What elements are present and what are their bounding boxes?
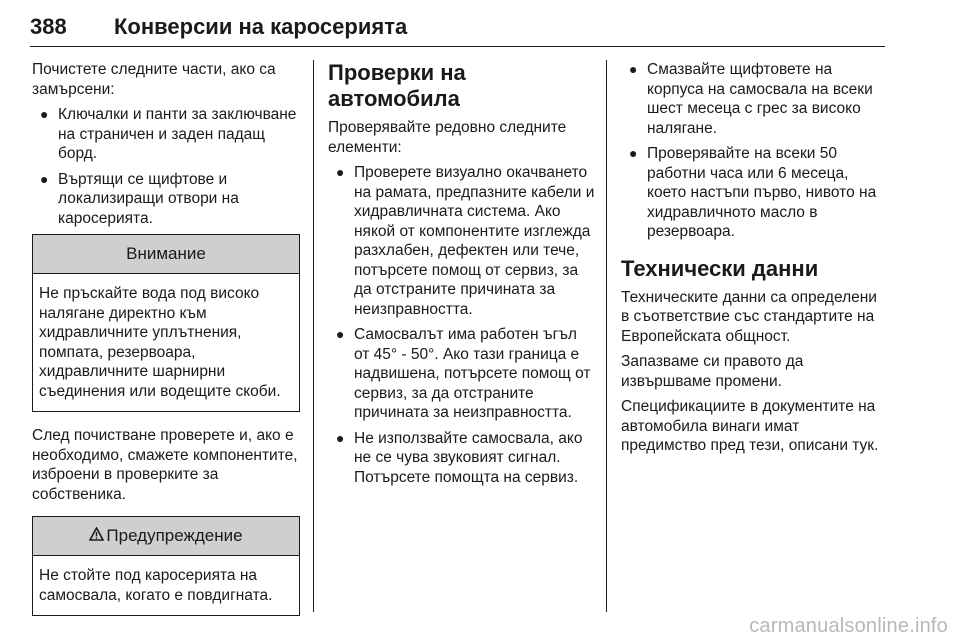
column-divider xyxy=(313,60,314,612)
page-title: Конверсии на каросерията xyxy=(114,14,408,39)
list-item xyxy=(328,325,596,423)
warning-triangle-icon xyxy=(89,518,104,556)
after-cleaning-text: След почистване проверете и, ако е необходимо, смажете компонентите, изброени в проверките за собственика. xyxy=(32,427,298,503)
list-item-text: Смазвайте щифтовете на корпуса на самосвала на всеки шест месеца с грес за високо налягане. xyxy=(647,61,873,137)
tech-data-paragraph: Техническите данни са определени в съответствие със стандартите на Европейската общност. xyxy=(621,288,877,345)
bullet-icon: ● xyxy=(336,164,345,180)
list-item xyxy=(32,105,300,164)
watermark: carmanualsonline.info xyxy=(749,615,948,637)
warning-text: Не стойте под каросерията на самосвала, когато е повдигната. xyxy=(39,567,273,604)
column-middle xyxy=(328,60,596,493)
column-divider xyxy=(606,60,607,612)
page-header xyxy=(30,6,885,47)
bullet-icon: ● xyxy=(629,145,638,161)
list-item-text: Ключалки и панти за заключване на страничен и заден падащ борд. xyxy=(58,106,297,162)
checks-list xyxy=(328,163,596,487)
list-item-text: Самосвалът има работен ъгъл от 45° - 50°. Ако тази граница е надвишена, потърсете помощ от сервиз, за да отстраните причината за неизправността. xyxy=(354,326,591,421)
bullet-icon: ● xyxy=(629,61,638,77)
page-number: 388 xyxy=(30,14,67,39)
warning-header xyxy=(33,517,299,556)
section-heading-tech-data: Технически данни xyxy=(621,255,819,281)
tech-data-paragraph: Запазваме си правото да извършваме промени. xyxy=(621,353,804,390)
warning-box xyxy=(32,516,300,616)
list-item xyxy=(621,144,887,242)
list-item-text: Въртящи се щифтове и локализиращи отвори на каросерията. xyxy=(58,170,239,227)
list-item-text: Не използвайте самосвала, ако не се чува звуковият сигнал. Потърсете помощта на сервиз. xyxy=(354,429,583,486)
checks-intro: Проверявайте редовно следните елементи: xyxy=(328,119,567,156)
maintenance-list xyxy=(621,60,887,242)
warning-title: Предупреждение xyxy=(106,526,243,545)
list-item-text: Проверете визуално окачването на рамата, предпазните кабели и хидравличната система. Ако някой от компонентите изглежда разхлабен, дефектен или тече, потърсете помощ от сервиз, за да отстраните причината за неизправността. xyxy=(354,164,595,318)
section-heading-checks: Проверки на автомобила xyxy=(328,60,466,111)
bullet-icon: ● xyxy=(40,106,49,122)
cleaning-intro: Почистете следните части, ако са замърсени: xyxy=(32,61,276,98)
bullet-icon: ● xyxy=(336,326,345,342)
column-right xyxy=(621,60,887,462)
caution-title: Внимание xyxy=(33,235,299,274)
list-item xyxy=(32,170,300,229)
caution-text: Не пръскайте вода под високо налягане директно към хидравличните уплътнения, помпата, резервоара, хидравличните шарнирни съединения или водещите скоби. xyxy=(39,285,281,400)
list-item xyxy=(328,429,596,488)
bullet-icon: ● xyxy=(40,170,49,187)
list-item xyxy=(328,163,596,319)
list-item-text: Проверявайте на всеки 50 работни часа или 6 месеца, което настъпи първо, нивото на хидравличното масло в резервоара. xyxy=(647,145,877,240)
tech-data-paragraph: Спецификациите в документите на автомобила винаги имат предимство пред тези, описани тук. xyxy=(621,398,879,454)
list-item xyxy=(621,60,887,138)
cleaning-list xyxy=(32,105,300,228)
column-left xyxy=(32,60,300,616)
caution-box xyxy=(32,234,300,412)
bullet-icon: ● xyxy=(336,429,345,446)
